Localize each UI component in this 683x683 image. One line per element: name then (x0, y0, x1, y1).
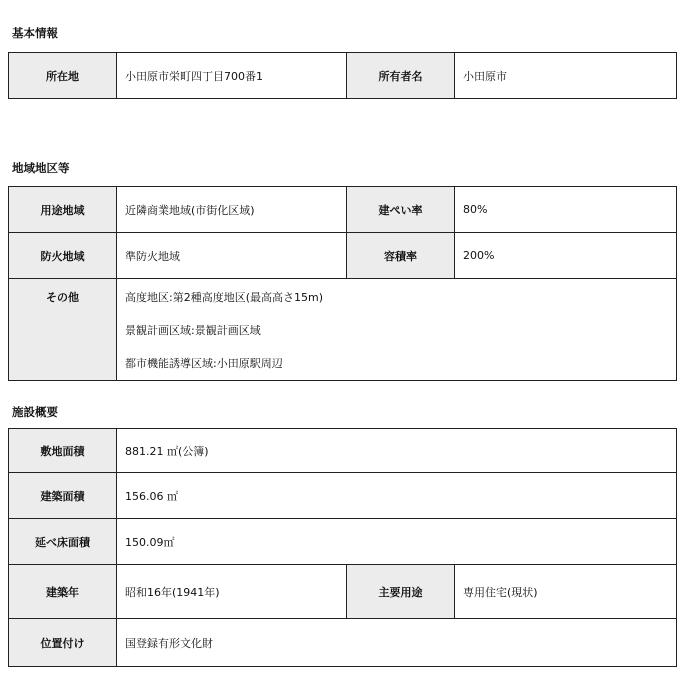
other-value-urban-function-area: 都市機能誘導区域:小田原駅周辺 (125, 357, 283, 370)
use-district-value: 近隣商業地域(市街化区域) (117, 187, 347, 233)
location-value: 小田原市栄町四丁目700番1 (117, 53, 347, 99)
location-label: 所在地 (9, 53, 117, 99)
fire-district-label: 防火地域 (9, 233, 117, 279)
table-row (9, 187, 677, 233)
total-floor-area-label: 延べ床面積 (9, 519, 117, 565)
coverage-ratio-label: 建ぺい率 (347, 187, 455, 233)
main-use-value: 専用住宅(現状) (455, 565, 677, 619)
table-row (9, 619, 677, 667)
other-label: その他 (9, 279, 117, 381)
building-area-label: 建築面積 (9, 473, 117, 519)
site-area-label: 敷地面積 (9, 429, 117, 473)
section-title-zoning: 地域地区等 (12, 161, 70, 175)
table-row (9, 279, 677, 381)
zoning-table (8, 186, 677, 381)
table-row (9, 565, 677, 619)
site-area-value: 881.21 ㎡(公簿) (117, 429, 677, 473)
table-row (9, 519, 677, 565)
table-row (9, 429, 677, 473)
section-title-facility: 施設概要 (12, 405, 58, 419)
floor-area-ratio-value: 200% (455, 233, 677, 279)
table-row (9, 233, 677, 279)
other-values (117, 279, 677, 381)
table-row (9, 473, 677, 519)
basic-info-table (8, 52, 677, 99)
total-floor-area-value: 150.09㎡ (117, 519, 677, 565)
owner-value: 小田原市 (455, 53, 677, 99)
fire-district-value: 準防火地域 (117, 233, 347, 279)
use-district-label: 用途地域 (9, 187, 117, 233)
other-value-landscape-area: 景観計画区域:景観計画区域 (125, 324, 261, 337)
positioning-value: 国登録有形文化財 (117, 619, 677, 667)
other-value-height-district: 高度地区:第2種高度地区(最高高さ15m) (125, 291, 323, 304)
table-row (9, 53, 677, 99)
owner-label: 所有者名 (347, 53, 455, 99)
building-area-value: 156.06 ㎡ (117, 473, 677, 519)
main-use-label: 主要用途 (347, 565, 455, 619)
built-year-label: 建築年 (9, 565, 117, 619)
coverage-ratio-value: 80% (455, 187, 677, 233)
built-year-value: 昭和16年(1941年) (117, 565, 347, 619)
facility-table (8, 428, 677, 667)
positioning-label: 位置付け (9, 619, 117, 667)
floor-area-ratio-label: 容積率 (347, 233, 455, 279)
section-title-basic: 基本情報 (12, 26, 58, 40)
